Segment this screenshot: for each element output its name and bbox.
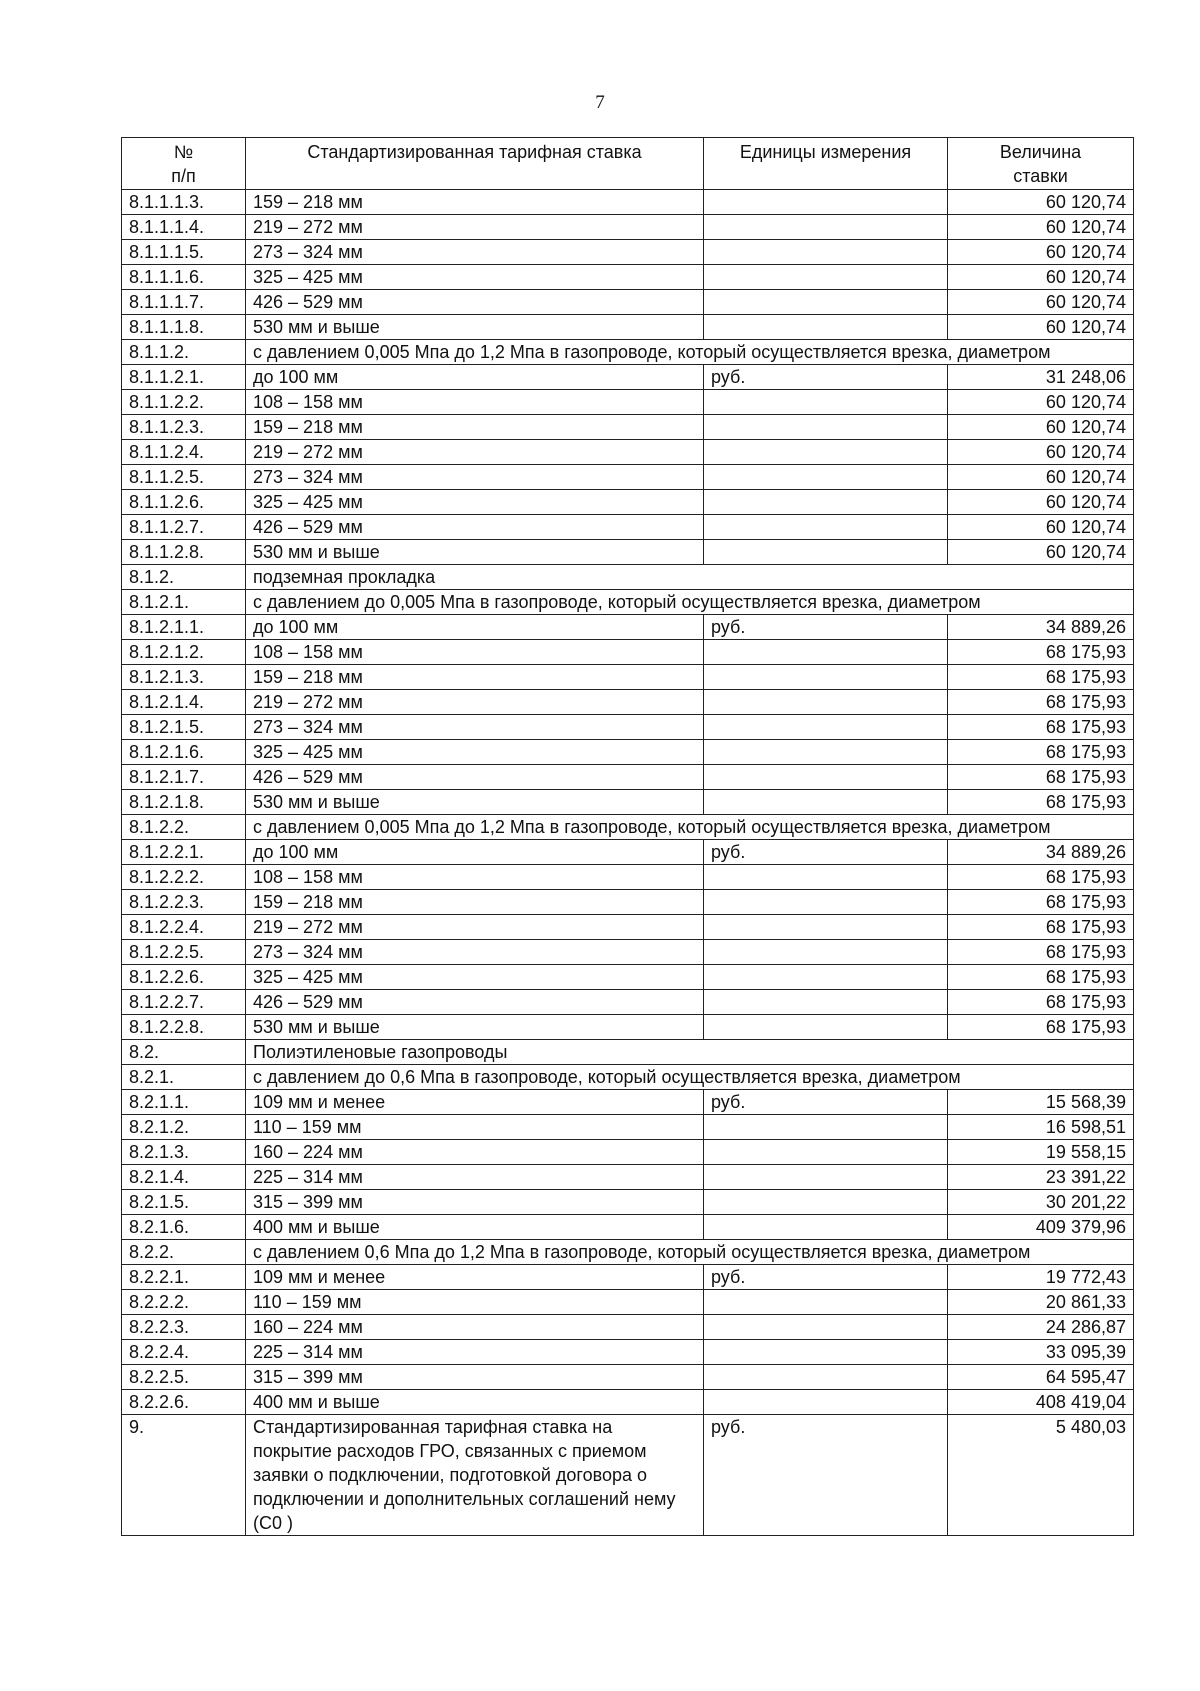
row-unit	[704, 965, 948, 990]
row-name: 400 мм и выше	[246, 1390, 704, 1415]
row-unit	[704, 740, 948, 765]
row-unit: руб.	[704, 1415, 948, 1536]
row-unit: руб.	[704, 1090, 948, 1115]
row-unit	[704, 1365, 948, 1390]
row-unit	[704, 1215, 948, 1240]
table-row	[122, 790, 1134, 815]
row-unit	[704, 790, 948, 815]
row-unit	[704, 1165, 948, 1190]
row-number: 8.1.1.1.3.	[122, 190, 246, 215]
row-unit	[704, 990, 948, 1015]
row-number: 8.2.1.5.	[122, 1190, 246, 1215]
row-value: 68 175,93	[948, 890, 1134, 915]
section-heading: с давлением до 0,005 Мпа в газопроводе, который осуществляется врезка, диаметром	[246, 590, 1134, 615]
row-value: 20 861,33	[948, 1290, 1134, 1315]
row-name: 273 – 324 мм	[246, 465, 704, 490]
row-value: 34 889,26	[948, 615, 1134, 640]
table-row	[122, 715, 1134, 740]
table-row	[122, 740, 1134, 765]
table-row	[122, 490, 1134, 515]
row-unit	[704, 490, 948, 515]
row-name: 160 – 224 мм	[246, 1140, 704, 1165]
row-number: 8.2.2.3.	[122, 1315, 246, 1340]
row-value: 68 175,93	[948, 940, 1134, 965]
row-number: 8.1.2.2.	[122, 815, 246, 840]
row-name: 273 – 324 мм	[246, 715, 704, 740]
table-row	[122, 565, 1134, 590]
row-value: 60 120,74	[948, 190, 1134, 215]
row-number: 8.1.1.2.4.	[122, 440, 246, 465]
row-unit	[704, 690, 948, 715]
row-number: 8.1.1.2.6.	[122, 490, 246, 515]
table-row	[122, 915, 1134, 940]
table-row	[122, 1315, 1134, 1340]
row-unit	[704, 640, 948, 665]
table-row	[122, 515, 1134, 540]
row-value: 68 175,93	[948, 965, 1134, 990]
row-value: 60 120,74	[948, 315, 1134, 340]
row-unit: руб.	[704, 840, 948, 865]
section-heading: подземная прокладка	[246, 565, 1134, 590]
row-name: 108 – 158 мм	[246, 865, 704, 890]
row-unit	[704, 1190, 948, 1215]
table-row	[122, 990, 1134, 1015]
row-number: 8.2.2.4.	[122, 1340, 246, 1365]
row-unit	[704, 765, 948, 790]
row-number: 8.1.1.2.8.	[122, 540, 246, 565]
row-number: 8.2.1.2.	[122, 1115, 246, 1140]
table-body	[122, 190, 1134, 1536]
row-name: до 100 мм	[246, 840, 704, 865]
section-heading: с давлением до 0,6 Мпа в газопроводе, который осуществляется врезка, диаметром	[246, 1065, 1134, 1090]
row-number: 8.2.1.3.	[122, 1140, 246, 1165]
table-row	[122, 290, 1134, 315]
table-row	[122, 590, 1134, 615]
header-unit: Единицы измерения	[704, 138, 948, 190]
table-row	[122, 190, 1134, 215]
table-row	[122, 540, 1134, 565]
table-row	[122, 1265, 1134, 1290]
table-row	[122, 1290, 1134, 1315]
row-value: 68 175,93	[948, 690, 1134, 715]
row-value: 19 558,15	[948, 1140, 1134, 1165]
row-unit	[704, 1290, 948, 1315]
table-row	[122, 1190, 1134, 1215]
table-row	[122, 215, 1134, 240]
tariff-table	[121, 137, 1134, 1536]
table-row	[122, 1340, 1134, 1365]
row-name: 160 – 224 мм	[246, 1315, 704, 1340]
row-number: 8.1.1.1.8.	[122, 315, 246, 340]
row-number: 8.2.2.1.	[122, 1265, 246, 1290]
row-unit	[704, 465, 948, 490]
row-value: 60 120,74	[948, 290, 1134, 315]
row-value: 68 175,93	[948, 665, 1134, 690]
table-row	[122, 1415, 1134, 1536]
row-number: 8.1.1.2.5.	[122, 465, 246, 490]
row-value: 60 120,74	[948, 215, 1134, 240]
row-number: 8.1.2.1.5.	[122, 715, 246, 740]
row-value: 60 120,74	[948, 265, 1134, 290]
row-value: 68 175,93	[948, 715, 1134, 740]
row-unit	[704, 1315, 948, 1340]
row-value: 68 175,93	[948, 865, 1134, 890]
table-row	[122, 465, 1134, 490]
row-number: 8.1.2.1.4.	[122, 690, 246, 715]
row-unit	[704, 190, 948, 215]
table-row	[122, 640, 1134, 665]
row-name: 219 – 272 мм	[246, 215, 704, 240]
row-number: 8.1.1.1.5.	[122, 240, 246, 265]
row-name: 110 – 159 мм	[246, 1115, 704, 1140]
page-number: 7	[595, 92, 605, 113]
row-number: 8.1.2.1.7.	[122, 765, 246, 790]
row-name: 426 – 529 мм	[246, 515, 704, 540]
table-row	[122, 390, 1134, 415]
row-name: 426 – 529 мм	[246, 990, 704, 1015]
row-name: 109 мм и менее	[246, 1090, 704, 1115]
row-number: 8.1.2.2.2.	[122, 865, 246, 890]
row-name: 219 – 272 мм	[246, 690, 704, 715]
row-name: до 100 мм	[246, 615, 704, 640]
table-row	[122, 890, 1134, 915]
row-value: 60 120,74	[948, 465, 1134, 490]
row-value: 68 175,93	[948, 790, 1134, 815]
row-value: 5 480,03	[948, 1415, 1134, 1536]
row-name: 400 мм и выше	[246, 1215, 704, 1240]
row-value: 23 391,22	[948, 1165, 1134, 1190]
table-row	[122, 1090, 1134, 1115]
table-row	[122, 1015, 1134, 1040]
table-row	[122, 615, 1134, 640]
section-heading: с давлением 0,005 Мпа до 1,2 Мпа в газопроводе, который осуществляется врезка, диаметром	[246, 815, 1134, 840]
row-name: Стандартизированная тарифная ставка на покрытие расходов ГРО, связанных с приемом заявки о подключении, подготовкой договора о подключении и дополнительных соглашений нему (С0 )	[246, 1415, 704, 1536]
row-value: 60 120,74	[948, 515, 1134, 540]
row-value: 24 286,87	[948, 1315, 1134, 1340]
row-name: до 100 мм	[246, 365, 704, 390]
row-number: 8.2.2.6.	[122, 1390, 246, 1415]
row-number: 9.	[122, 1415, 246, 1536]
row-number: 8.2.1.1.	[122, 1090, 246, 1115]
row-name: 530 мм и выше	[246, 1015, 704, 1040]
table-row	[122, 440, 1134, 465]
row-number: 8.1.1.2.7.	[122, 515, 246, 540]
row-number: 8.2.1.	[122, 1065, 246, 1090]
row-unit	[704, 265, 948, 290]
row-name: 426 – 529 мм	[246, 290, 704, 315]
header-value-line2: ставки	[1013, 166, 1068, 186]
row-value: 68 175,93	[948, 640, 1134, 665]
table-row	[122, 1040, 1134, 1065]
header-name: Стандартизированная тарифная ставка	[246, 138, 704, 190]
header-number-line2: п/п	[171, 166, 196, 186]
row-name: 108 – 158 мм	[246, 390, 704, 415]
table-row	[122, 1065, 1134, 1090]
row-name: 159 – 218 мм	[246, 665, 704, 690]
row-value: 60 120,74	[948, 540, 1134, 565]
row-number: 8.1.2.2.6.	[122, 965, 246, 990]
row-name: 325 – 425 мм	[246, 265, 704, 290]
row-unit	[704, 890, 948, 915]
row-unit	[704, 315, 948, 340]
table-row	[122, 840, 1134, 865]
row-number: 8.1.1.2.	[122, 340, 246, 365]
row-unit	[704, 915, 948, 940]
row-number: 8.1.2.2.4.	[122, 915, 246, 940]
row-name: 159 – 218 мм	[246, 415, 704, 440]
row-number: 8.1.1.1.7.	[122, 290, 246, 315]
row-unit	[704, 515, 948, 540]
row-name: 108 – 158 мм	[246, 640, 704, 665]
header-value	[948, 138, 1134, 190]
row-value: 60 120,74	[948, 240, 1134, 265]
header-number	[122, 138, 246, 190]
table-row	[122, 815, 1134, 840]
row-number: 8.1.2.2.7.	[122, 990, 246, 1015]
row-number: 8.1.2.2.8.	[122, 1015, 246, 1040]
row-value: 408 419,04	[948, 1390, 1134, 1415]
table-row	[122, 1165, 1134, 1190]
row-unit	[704, 1115, 948, 1140]
row-number: 8.1.1.2.3.	[122, 415, 246, 440]
table-row	[122, 1215, 1134, 1240]
section-heading: с давлением 0,005 Мпа до 1,2 Мпа в газопроводе, который осуществляется врезка, диаметром	[246, 340, 1134, 365]
row-number: 8.1.2.1.8.	[122, 790, 246, 815]
row-name: 315 – 399 мм	[246, 1190, 704, 1215]
row-value: 60 120,74	[948, 390, 1134, 415]
row-number: 8.1.1.1.6.	[122, 265, 246, 290]
row-unit	[704, 215, 948, 240]
table-row	[122, 865, 1134, 890]
row-number: 8.2.1.4.	[122, 1165, 246, 1190]
table-row	[122, 1115, 1134, 1140]
row-value: 33 095,39	[948, 1340, 1134, 1365]
row-number: 8.1.1.1.4.	[122, 215, 246, 240]
row-name: 219 – 272 мм	[246, 915, 704, 940]
row-unit: руб.	[704, 1265, 948, 1290]
table-row	[122, 940, 1134, 965]
row-number: 8.1.2.1.	[122, 590, 246, 615]
row-value: 19 772,43	[948, 1265, 1134, 1290]
table-row	[122, 1390, 1134, 1415]
row-name: 109 мм и менее	[246, 1265, 704, 1290]
row-unit	[704, 390, 948, 415]
row-name: 219 – 272 мм	[246, 440, 704, 465]
row-unit	[704, 1140, 948, 1165]
row-name: 325 – 425 мм	[246, 490, 704, 515]
row-number: 8.1.1.2.2.	[122, 390, 246, 415]
row-name: 273 – 324 мм	[246, 940, 704, 965]
row-name: 110 – 159 мм	[246, 1290, 704, 1315]
table-row	[122, 1365, 1134, 1390]
row-unit	[704, 1390, 948, 1415]
row-unit: руб.	[704, 615, 948, 640]
row-name: 325 – 425 мм	[246, 740, 704, 765]
header-value-line1: Величина	[999, 142, 1082, 162]
row-value: 30 201,22	[948, 1190, 1134, 1215]
row-value: 60 120,74	[948, 415, 1134, 440]
row-value: 60 120,74	[948, 490, 1134, 515]
row-number: 8.1.2.1.6.	[122, 740, 246, 765]
row-unit	[704, 290, 948, 315]
table-row	[122, 315, 1134, 340]
row-value: 34 889,26	[948, 840, 1134, 865]
section-heading: с давлением 0,6 Мпа до 1,2 Мпа в газопроводе, который осуществляется врезка, диаметром	[246, 1240, 1134, 1265]
row-name: 530 мм и выше	[246, 540, 704, 565]
row-unit	[704, 715, 948, 740]
table-header	[122, 138, 1134, 190]
row-unit	[704, 440, 948, 465]
table-row	[122, 965, 1134, 990]
row-number: 8.1.2.2.1.	[122, 840, 246, 865]
row-unit	[704, 865, 948, 890]
row-name: 325 – 425 мм	[246, 965, 704, 990]
table-row	[122, 690, 1134, 715]
table-row	[122, 240, 1134, 265]
row-name: 159 – 218 мм	[246, 890, 704, 915]
row-value: 68 175,93	[948, 1015, 1134, 1040]
row-value: 68 175,93	[948, 990, 1134, 1015]
table-row	[122, 765, 1134, 790]
row-value: 68 175,93	[948, 915, 1134, 940]
table-row	[122, 1140, 1134, 1165]
row-value: 68 175,93	[948, 740, 1134, 765]
row-value: 64 595,47	[948, 1365, 1134, 1390]
row-number: 8.2.2.	[122, 1240, 246, 1265]
row-unit: руб.	[704, 365, 948, 390]
row-name: 225 – 314 мм	[246, 1340, 704, 1365]
row-number: 8.1.2.	[122, 565, 246, 590]
row-number: 8.1.2.1.3.	[122, 665, 246, 690]
table-row	[122, 265, 1134, 290]
row-number: 8.2.1.6.	[122, 1215, 246, 1240]
row-value: 16 598,51	[948, 1115, 1134, 1140]
row-name: 426 – 529 мм	[246, 765, 704, 790]
row-name: 315 – 399 мм	[246, 1365, 704, 1390]
row-name: 273 – 324 мм	[246, 240, 704, 265]
section-heading: Полиэтиленовые газопроводы	[246, 1040, 1134, 1065]
row-value: 409 379,96	[948, 1215, 1134, 1240]
header-number-line1: №	[173, 142, 194, 162]
row-value: 15 568,39	[948, 1090, 1134, 1115]
table-row	[122, 415, 1134, 440]
row-unit	[704, 665, 948, 690]
row-unit	[704, 1015, 948, 1040]
row-number: 8.1.2.1.2.	[122, 640, 246, 665]
table-row	[122, 1240, 1134, 1265]
row-value: 31 248,06	[948, 365, 1134, 390]
row-number: 8.2.2.2.	[122, 1290, 246, 1315]
row-name: 530 мм и выше	[246, 790, 704, 815]
row-unit	[704, 940, 948, 965]
row-value: 68 175,93	[948, 765, 1134, 790]
row-number: 8.1.2.1.1.	[122, 615, 246, 640]
row-name: 159 – 218 мм	[246, 190, 704, 215]
row-value: 60 120,74	[948, 440, 1134, 465]
row-name: 530 мм и выше	[246, 315, 704, 340]
row-unit	[704, 540, 948, 565]
row-unit	[704, 1340, 948, 1365]
row-unit	[704, 415, 948, 440]
row-number: 8.1.2.2.3.	[122, 890, 246, 915]
row-number: 8.1.2.2.5.	[122, 940, 246, 965]
table-row	[122, 340, 1134, 365]
row-number: 8.2.2.5.	[122, 1365, 246, 1390]
row-unit	[704, 240, 948, 265]
row-name: 225 – 314 мм	[246, 1165, 704, 1190]
table-row	[122, 665, 1134, 690]
table-row	[122, 365, 1134, 390]
row-number: 8.2.	[122, 1040, 246, 1065]
row-number: 8.1.1.2.1.	[122, 365, 246, 390]
